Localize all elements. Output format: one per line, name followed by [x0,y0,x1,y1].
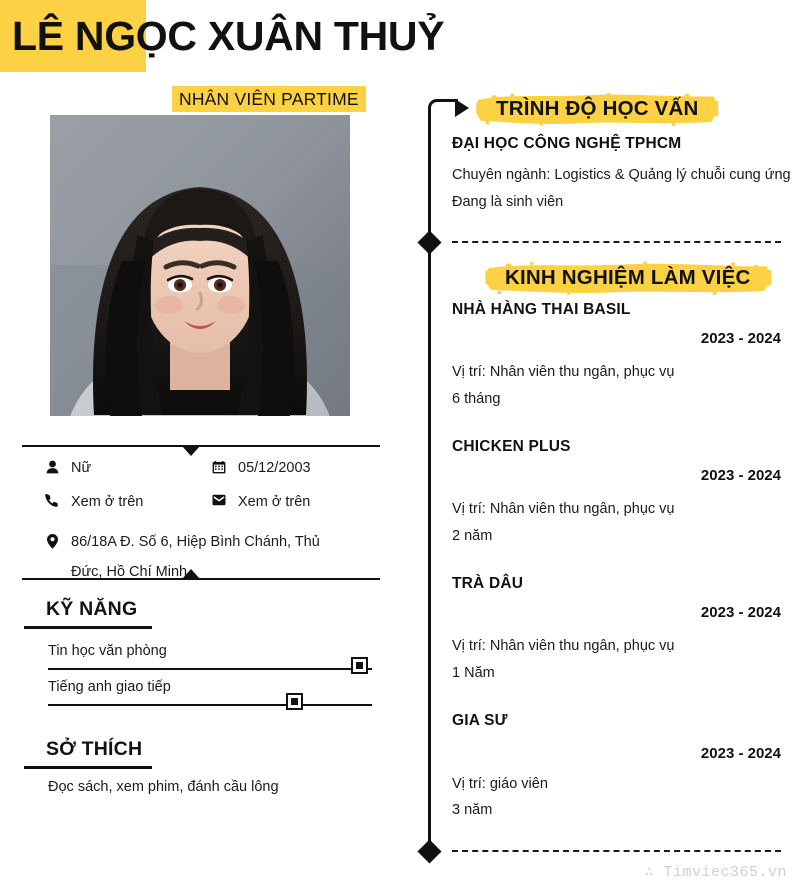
experience-duration-1: 2 năm [452,528,493,544]
experience-title [483,261,772,296]
watermark: ∴ Timviec365.vn [644,864,787,881]
skill-label-0: Tin học văn phòng [48,643,167,659]
avatar [50,115,350,416]
experience-org-1: CHICKEN PLUS [452,438,571,455]
timeline-hook [428,99,458,113]
hobbies-title-underline [24,766,152,769]
contact-gender-value: Nữ [71,460,92,476]
hobbies-title: SỞ THÍCH [46,738,143,760]
timeline-arrow-icon [455,99,469,117]
timeline-dashed-separator-top [452,241,781,243]
contact-divider-top [22,445,380,447]
skill-label-1: Tiếng anh giao tiếp [48,679,171,695]
experience-date-3: 2023 - 2024 [700,745,781,762]
page-title: LÊ NGỌC XUÂN THUỶ [12,13,445,59]
person-icon [44,459,60,474]
contact-gender [44,459,91,478]
contact-email [211,493,310,512]
skill-track-1[interactable] [48,704,372,706]
experience-position-3: Vị trí: giáo viên [452,776,548,792]
education-major: Chuyên ngành: Logistics & Quảng lý chuỗi cung ứng [452,167,791,183]
education-title-label: TRÌNH ĐỘ HỌC VẤN [496,97,699,120]
skill-track-0[interactable] [48,668,372,670]
envelope-icon [211,493,227,506]
education-title [474,92,721,127]
experience-position-2: Vị trí: Nhân viên thu ngân, phục vụ [452,638,675,654]
experience-date-0: 2023 - 2024 [700,330,781,347]
experience-duration-3: 3 năm [452,802,493,818]
contact-birthday-value: 05/12/2003 [238,460,311,476]
role-badge: NHÂN VIÊN PARTIME [172,86,366,112]
contact-row-gender-birthday [44,459,384,493]
experience-title-label: KINH NGHIỆM LÀM VIỆC [505,266,751,289]
timeline-diamond-end [417,839,441,863]
experience-org-3: GIA SƯ [452,712,508,729]
contact-address-value: 86/18A Đ. Số 6, Hiệp Bình Chánh, Thủ Đức, Hồ Chí Minh [71,534,320,580]
calendar-icon [211,459,227,474]
timeline-dashed-separator-bottom [452,850,781,852]
location-pin-icon [44,527,60,587]
experience-date-1: 2023 - 2024 [700,467,781,484]
skills-title-underline [24,626,152,629]
experience-org-0: NHÀ HÀNG THAI BASIL [452,301,631,318]
contact-email-value: Xem ở trên [238,494,311,510]
contact-row-phone-email [44,493,384,527]
contact-phone-value: Xem ở trên [71,494,144,510]
experience-duration-0: 6 tháng [452,391,501,407]
experience-position-1: Vị trí: Nhân viên thu ngân, phục vụ [452,501,675,517]
experience-org-2: TRÀ DÂU [452,575,524,592]
contact-phone [44,493,143,512]
skill-handle-0[interactable] [353,659,366,672]
experience-date-2: 2023 - 2024 [700,604,781,621]
contact-block [44,459,384,580]
education-school: ĐẠI HỌC CÔNG NGHỆ TPHCM [452,135,682,152]
contact-birthday [211,459,311,478]
phone-icon [44,493,60,508]
experience-position-0: Vị trí: Nhân viên thu ngân, phục vụ [452,364,675,380]
timeline-line [428,110,431,855]
experience-duration-2: 1 Năm [452,665,495,681]
education-status: Đang là sinh viên [452,194,564,210]
skills-title: KỸ NĂNG [46,598,138,620]
hobbies-text: Đọc sách, xem phim, đánh cầu lông [48,779,279,795]
timeline-diamond-education [417,230,441,254]
divider-triangle-down-icon [182,446,200,456]
contact-address [44,527,344,587]
skill-handle-1[interactable] [288,695,301,708]
